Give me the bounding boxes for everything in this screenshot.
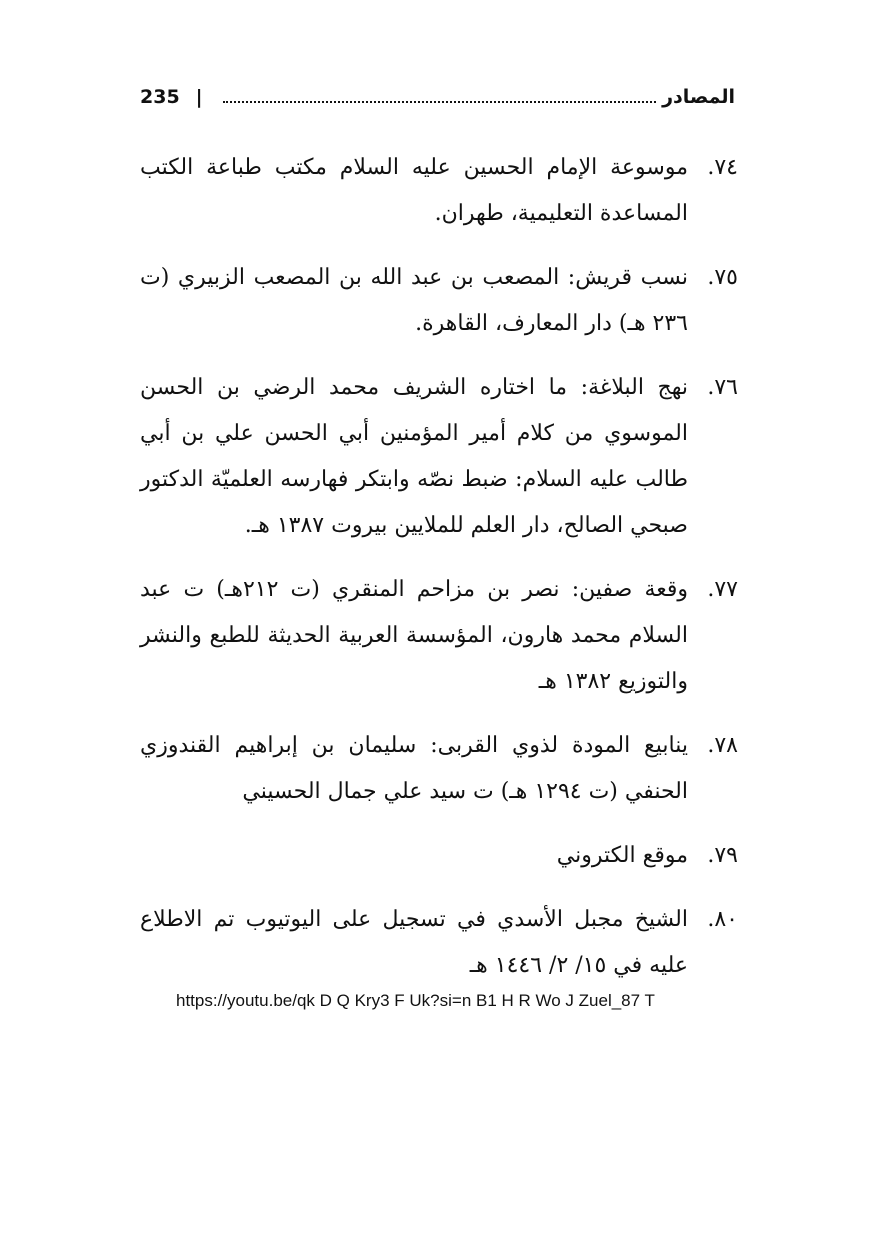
entry-number: ٧٥. bbox=[707, 265, 738, 290]
entry-number: ٧٦. bbox=[707, 375, 738, 400]
reference-entry-77 bbox=[140, 567, 738, 705]
entry-text: موسوعة الإمام الحسين عليه السلام مكتب طباعة الكتب المساعدة التعليمية، طهران. bbox=[140, 155, 688, 226]
entry-number: ٧٨. bbox=[707, 733, 738, 758]
entry-number: ٧٧. bbox=[707, 577, 738, 602]
references-list bbox=[140, 145, 738, 1013]
header-dot-leader bbox=[223, 101, 656, 103]
reference-entry-79 bbox=[140, 833, 738, 879]
entry-number: ٨٠. bbox=[707, 907, 738, 932]
reference-entry-76 bbox=[140, 365, 738, 549]
reference-entry-74 bbox=[140, 145, 738, 237]
entry-number: ٧٤. bbox=[707, 155, 738, 180]
running-header bbox=[140, 80, 735, 114]
entry-text: ينابيع المودة لذوي القربى: سليمان بن إبراهيم القندوزي الحنفي (ت ١٢٩٤ هـ) ت سيد علي جمال الحسيني bbox=[140, 733, 688, 804]
reference-entry-75 bbox=[140, 255, 738, 347]
page-number: 235 bbox=[140, 86, 180, 108]
entry-text: وقعة صفين: نصر بن مزاحم المنقري (ت ٢١٢هـ) ت عبد السلام محمد هارون، المؤسسة العربية الحديثة للطبع والنشر والتوزيع ١٣٨٢ هـ bbox=[140, 577, 689, 694]
entry-text: نهج البلاغة: ما اختاره الشريف محمد الرضي بن الحسن الموسوي من كلام أمير المؤمنين أبي الحسن علي بن أبي طالب عليه السلام: ضبط نصّه وابتكر فهارسه العلميّة الدكتور صبحي الصالح، دار العلم للملايين بيروت ١٣٨٧ هـ. bbox=[140, 375, 688, 538]
youtube-url: https://youtu.be/qk D Q Kry3 F Uk?si=n B1 H R Wo J Zuel_87 T bbox=[176, 991, 655, 1010]
header-separator: | bbox=[195, 86, 203, 108]
entry-text: الشيخ مجبل الأسدي في تسجيل على اليوتيوب تم الاطلاع عليه في ١٥/ ٢/ ١٤٤٦ هـ bbox=[140, 907, 688, 978]
section-title: المصادر bbox=[662, 86, 735, 108]
reference-entry-80 bbox=[140, 897, 738, 989]
entry-text: نسب قريش: المصعب بن عبد الله بن المصعب الزبيري (ت ٢٣٦ هـ) دار المعارف، القاهرة. bbox=[140, 265, 688, 336]
entry-text: موقع الكتروني bbox=[556, 843, 688, 868]
reference-entry-78 bbox=[140, 723, 738, 815]
entry-number: ٧٩. bbox=[707, 843, 738, 868]
